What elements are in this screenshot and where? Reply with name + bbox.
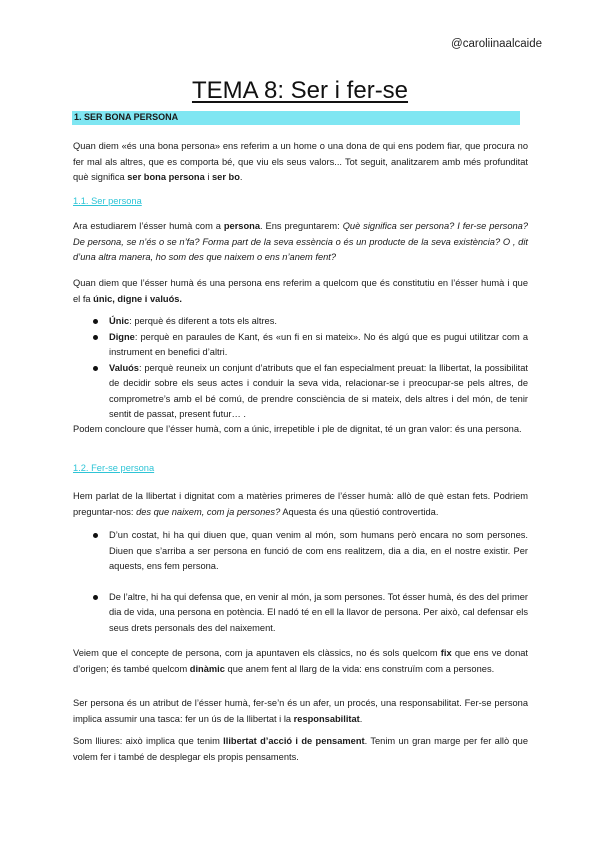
- hem-text: Hem parlat de la llibertat i dignitat com a matèries primeres de l’ésser humà: allò de què estan fets. Podriem preguntar-nos:: [73, 491, 528, 517]
- subheading-fer-se-persona[interactable]: 1.2. Fer-se persona: [73, 463, 155, 473]
- ser-persona-paragraph: [73, 696, 528, 727]
- persona-bold: persona: [223, 221, 261, 231]
- bullet-term: Valuós: [109, 362, 139, 373]
- bullet-icon: [93, 533, 98, 538]
- persona-text-2: . Ens preguntarem:: [260, 221, 343, 231]
- ser-text-2: .: [359, 713, 363, 724]
- bullet-text: : perquè és diferent a tots els altres.: [129, 316, 277, 326]
- section-heading-bar: [72, 111, 520, 125]
- som-text: Som lliures: això implica que tenim: [73, 736, 224, 746]
- persona-text: Ara estudiarem l’ésser humà com a: [73, 221, 224, 231]
- section-heading: 1. SER BONA PERSONA: [74, 112, 179, 122]
- quan-diem-paragraph: [73, 276, 528, 307]
- bullet-text: : perquè en paraules de Kant, és «un fi en si mateix». No és algú que es pugui utilitzar com a instrument en benefici d’altri.: [109, 331, 528, 357]
- bullet-term: Digne: [109, 331, 135, 342]
- veiem-text: Veiem que el concepte de persona, com ja apuntaven els clàssics, no és sols quelcom: [73, 648, 441, 658]
- intro-text-3: .: [239, 172, 243, 182]
- ser-bold: responsabilitat: [293, 713, 360, 724]
- bullet-icon: [93, 335, 98, 340]
- hem-italic: des que naixem, com ja persones?: [136, 506, 281, 517]
- conclusion-paragraph: Podem concloure que l’ésser humà, com a únic, irrepetible i ple de dignitat, té un gran valor: és una persona.: [73, 424, 522, 434]
- bullet-text: D’un costat, hi ha qui diuen que, quan venim al món, som humans però encara no som persones. Diuen que s’arriba a ser persona en funció de com ens realitzem, dia a dia, en el nostre existir. Per aquests, ens fem persona.: [109, 530, 528, 571]
- bullet-text: De l’altre, hi ha qui defensa que, en venir al món, ja som persones. Tot ésser humà, és des del primer dia de vida, una persona en potència. El nadó té en ell la llavor de persona. Per això, cal defensar els seus drets personals des del naixement.: [109, 591, 528, 633]
- intro-bold-1: ser bona persona: [127, 172, 205, 182]
- som-bold: llibertat d’acció i de pensament: [223, 736, 365, 746]
- veiem-text-3: que anem fent al llarg de la vida: ens construïm com a persones.: [224, 663, 495, 674]
- hem-text-2: Aquesta és una qüestió controvertida.: [280, 506, 439, 517]
- author-handle: @caroliinaalcaide: [451, 38, 542, 50]
- intro-text: Quan diem «és una bona persona» ens referim a un home o una dona de qui ens podem fiar, que procura no fer mal als altres, que es comporta bé, que viu els seus valors... Tot seguit, analitzarem amb més profunditat què significa: [73, 141, 528, 182]
- list-item: [93, 528, 528, 575]
- ser-text: Ser persona és un atribut de l’ésser humà, fer-se’n és un afer, un procés, una responsabilitat. Fer-se persona implica assumir una tasca: fer un ús de la llibertat i la: [73, 698, 528, 724]
- intro-text-2: i: [204, 172, 212, 182]
- attributes-list: [93, 314, 528, 423]
- positions-list: [93, 528, 528, 636]
- veiem-bold-2: dinàmic: [189, 663, 225, 674]
- som-lliures-paragraph: [73, 734, 528, 765]
- veiem-paragraph: [73, 646, 528, 677]
- list-item: [93, 330, 528, 361]
- hem-parlat-paragraph: [73, 489, 528, 520]
- quan-bold: únic, digne i valuós.: [93, 293, 183, 304]
- quan-text: Quan diem que l’ésser humà és una persona ens referim a quelcom que és constitutiu en l’ésser humà i que el fa: [73, 278, 528, 304]
- intro-paragraph: [73, 139, 528, 186]
- bullet-icon: [93, 319, 98, 324]
- page-title: TEMA 8: Ser i fer-se: [191, 77, 409, 104]
- list-item: [93, 314, 528, 330]
- intro-bold-2: ser bo: [212, 172, 240, 182]
- bullet-icon: [93, 366, 98, 371]
- list-item: [93, 361, 528, 423]
- veiem-text-2: que ens ve donat d’origen; és també quelcom: [73, 648, 528, 674]
- bullet-term: Únic: [109, 316, 130, 326]
- list-item: [93, 590, 528, 637]
- veiem-bold-1: fix: [440, 648, 452, 658]
- bullet-text: : perquè reuneix un conjunt d’atributs que el fan especialment preuat: la llibertat, la possibilitat de decidir sobre els seus actes i conduir la seva vida, relacionar-se i preocupar-se pels altres, de comprometre’s amb el bé comú, de prendre consciència de si mateix, dels altres i del món, de tenir sentit de passat, present futur… .: [109, 362, 528, 419]
- bullet-icon: [93, 595, 98, 600]
- som-text-2: . Tenim un gran marge per fer allò que volem fer i també de desplegar els propis pensaments.: [73, 736, 528, 762]
- persona-questions: Què significa ser persona? I fer-se persona? De persona, se n’és o se n’fa? Forma part de la seva essència o és un producte de la seva existència? O , dit d’una altra manera, ho som des que naixem o ens n’anem fent?: [73, 221, 528, 262]
- subheading-ser-persona[interactable]: 1.1. Ser persona: [73, 196, 142, 206]
- persona-paragraph: [73, 219, 528, 266]
